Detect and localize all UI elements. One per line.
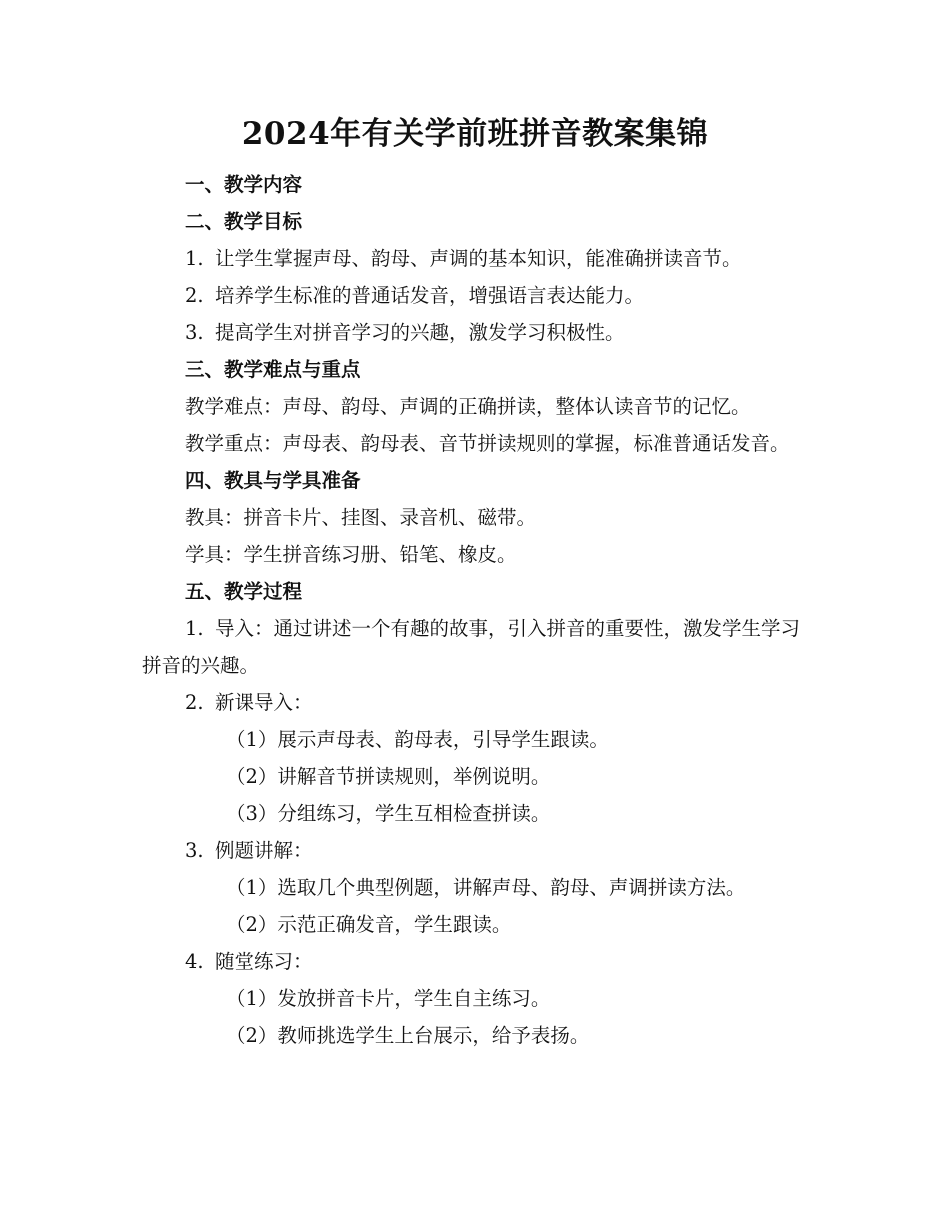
process-step: [142, 832, 810, 869]
document-title: 2024年有关学前班拼音教案集锦: [241, 116, 709, 152]
process-step-text: 新课导入：: [215, 691, 313, 714]
process-step: [142, 610, 810, 684]
process-step-number: 3.: [185, 839, 204, 862]
goal-item: [142, 277, 810, 314]
goal-item: [142, 240, 810, 277]
goal-number: 1.: [185, 247, 204, 270]
goal-number: 2.: [185, 284, 204, 307]
goal-text: 让学生掌握声母、韵母、声调的基本知识，能准确拼读音节。: [215, 247, 742, 270]
difficulty-paragraph: 教学难点：声母、韵母、声调的正确拼读，整体认读音节的记忆。: [185, 395, 751, 418]
heading-teaching-goals: 二、教学目标: [185, 210, 303, 233]
heading-teaching-process: 五、教学过程: [185, 580, 303, 603]
goal-item: [142, 314, 810, 351]
process-step: [142, 684, 810, 721]
heading-difficulty-key: 三、教学难点与重点: [185, 358, 361, 381]
key-point-paragraph: 教学重点：声母表、韵母表、音节拼读规则的掌握，标准普通话发音。: [185, 432, 790, 455]
process-step-number: 4.: [185, 950, 204, 973]
goal-text: 培养学生标准的普通话发音，增强语言表达能力。: [215, 284, 645, 307]
process-substep: （3）分组练习，学生互相检查拼读。: [226, 802, 551, 825]
document-body: [142, 166, 810, 1054]
goal-number: 3.: [185, 321, 204, 344]
process-substep: （2）教师挑选学生上台展示，给予表扬。: [226, 1024, 590, 1047]
heading-tools: 四、教具与学具准备: [185, 469, 361, 492]
student-tools-paragraph: 学具：学生拼音练习册、铅笔、橡皮。: [185, 543, 517, 566]
process-substep: （1）展示声母表、韵母表，引导学生跟读。: [226, 728, 609, 751]
process-step-text: 导入：通过讲述一个有趣的故事，引入拼音的重要性，激发学生学习拼音的兴趣。: [142, 617, 801, 677]
teacher-tools-paragraph: 教具：拼音卡片、挂图、录音机、磁带。: [185, 506, 537, 529]
process-substep: （1）选取几个典型例题，讲解声母、韵母、声调拼读方法。: [226, 876, 746, 899]
process-step-text: 随堂练习：: [215, 950, 313, 973]
process-step-number: 1.: [185, 617, 204, 640]
heading-teaching-content: 一、教学内容: [185, 173, 303, 196]
process-step-text: 例题讲解：: [215, 839, 313, 862]
process-step: [142, 943, 810, 980]
process-substep: （2）示范正确发音，学生跟读。: [226, 913, 512, 936]
process-substep: （1）发放拼音卡片，学生自主练习。: [226, 987, 551, 1010]
goal-text: 提高学生对拼音学习的兴趣，激发学习积极性。: [215, 321, 625, 344]
process-step-number: 2.: [185, 691, 204, 714]
process-substep: （2）讲解音节拼读规则，举例说明。: [226, 765, 551, 788]
